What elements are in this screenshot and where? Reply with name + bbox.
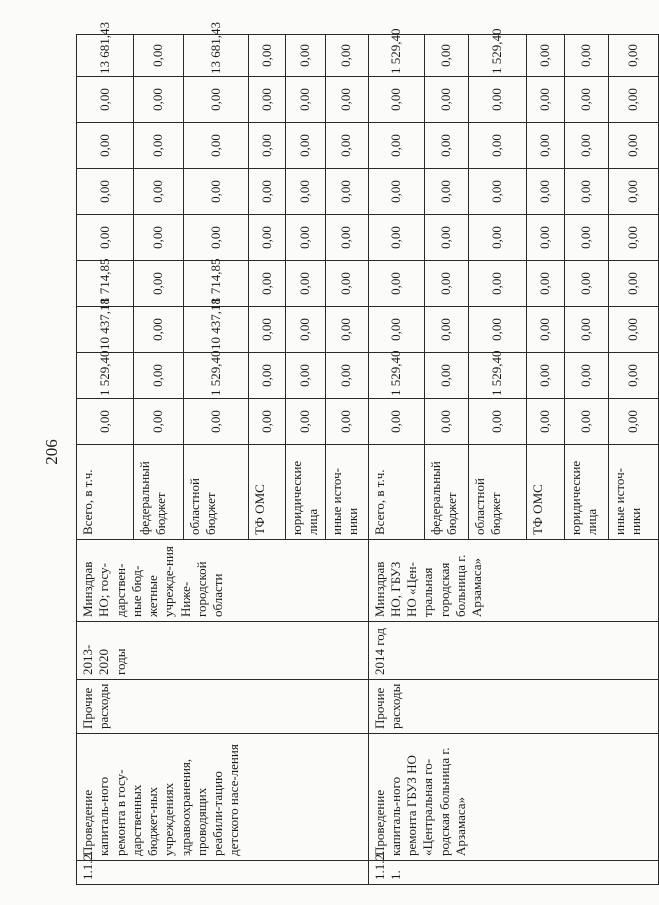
value-cell: 0,00 (424, 399, 468, 445)
value-cell: 0,00 (325, 169, 368, 215)
page-number (40, 428, 64, 476)
value-cell: 0,00 (564, 261, 608, 307)
value-cell: 0,00 (368, 399, 424, 445)
row-name: Проведение капиталь-ного ремонта в госу-дарственных бюджет-ных учреждениях здравоохранения, проводящих реабили-тацию детского насе-ления (77, 734, 369, 861)
source-label: областной бюджет (184, 445, 249, 540)
value-cell: 0,00 (526, 169, 564, 215)
value-cell: 0,00 (184, 169, 249, 215)
value-cell: 0,00 (468, 307, 526, 353)
source-label: ТФ ОМС (526, 445, 564, 540)
value-cell: 0,00 (134, 261, 184, 307)
value-cell: 0,00 (134, 123, 184, 169)
page-number-text: 206 (42, 439, 61, 465)
value-cell: 0,00 (608, 35, 658, 77)
value-cell: 0,00 (325, 307, 368, 353)
rotated-table-sheet (76, 22, 643, 885)
value-cell: 0,00 (77, 399, 134, 445)
value-cell: 0,00 (134, 35, 184, 77)
value-cell: 0,00 (468, 77, 526, 123)
value-cell: 1 529,40 (368, 35, 424, 77)
table-frame (76, 22, 643, 885)
value-cell: 0,00 (608, 261, 658, 307)
row-code: 1.1.2. 1. (368, 861, 658, 885)
value-cell: 0,00 (424, 169, 468, 215)
source-label: ТФ ОМС (249, 445, 286, 540)
table-row (77, 35, 134, 885)
value-cell: 0,00 (608, 123, 658, 169)
value-cell: 13 681,43 (77, 35, 134, 77)
value-cell: 0,00 (526, 77, 564, 123)
value-cell: 0,00 (608, 169, 658, 215)
value-cell: 0,00 (286, 307, 326, 353)
row-name: Проведение капиталь-ного ремонта ГБУЗ НО «Центральная го-родская больница г. Арзамаса» (368, 734, 658, 861)
value-cell: 0,00 (564, 353, 608, 399)
value-cell: 1 714,85 (184, 261, 249, 307)
value-cell: 0,00 (134, 307, 184, 353)
row-expense-type: Прочие расходы (77, 680, 369, 734)
value-cell: 0,00 (368, 77, 424, 123)
value-cell: 0,00 (134, 169, 184, 215)
source-label: областной бюджет (468, 445, 526, 540)
value-cell: 0,00 (368, 261, 424, 307)
value-cell: 0,00 (526, 35, 564, 77)
value-cell: 0,00 (77, 169, 134, 215)
value-cell: 0,00 (468, 169, 526, 215)
source-label: иные источ-ники (325, 445, 368, 540)
value-cell: 1 529,40 (368, 353, 424, 399)
value-cell: 0,00 (368, 307, 424, 353)
source-label: Всего, в т.ч. (77, 445, 134, 540)
value-cell: 0,00 (526, 399, 564, 445)
value-cell: 0,00 (608, 215, 658, 261)
value-cell: 0,00 (325, 353, 368, 399)
value-cell: 1 529,40 (468, 353, 526, 399)
value-cell: 0,00 (286, 215, 326, 261)
value-cell: 0,00 (468, 399, 526, 445)
value-cell: 0,00 (526, 215, 564, 261)
value-cell: 0,00 (184, 215, 249, 261)
value-cell: 0,00 (249, 169, 286, 215)
value-cell: 0,00 (134, 215, 184, 261)
value-cell: 0,00 (249, 35, 286, 77)
value-cell: 13 681,43 (184, 35, 249, 77)
value-cell: 0,00 (424, 35, 468, 77)
value-cell: 0,00 (368, 215, 424, 261)
value-cell: 0,00 (468, 261, 526, 307)
value-cell: 0,00 (526, 261, 564, 307)
source-label: Всего, в т.ч. (368, 445, 424, 540)
value-cell: 0,00 (564, 215, 608, 261)
row-period: 2014 год (368, 622, 658, 680)
value-cell: 0,00 (325, 399, 368, 445)
value-cell: 0,00 (249, 399, 286, 445)
value-cell: 0,00 (184, 123, 249, 169)
row-period: 2013-2020 годы (77, 622, 369, 680)
value-cell: 0,00 (184, 77, 249, 123)
value-cell: 0,00 (526, 123, 564, 169)
value-cell: 0,00 (608, 353, 658, 399)
value-cell: 10 437,18 (77, 307, 134, 353)
value-cell: 0,00 (424, 77, 468, 123)
value-cell: 0,00 (249, 261, 286, 307)
source-label: федеральный бюджет (424, 445, 468, 540)
value-cell: 0,00 (608, 307, 658, 353)
value-cell: 0,00 (325, 77, 368, 123)
value-cell: 0,00 (286, 261, 326, 307)
value-cell: 0,00 (608, 77, 658, 123)
row-code: 1.1.2. (77, 861, 369, 885)
source-label: федеральный бюджет (134, 445, 184, 540)
row-executor: Минздрав НО; госу-дарствен-ные бюд-жетные учрежде-ния Ниже-городской области (77, 540, 369, 622)
value-cell: 0,00 (286, 77, 326, 123)
value-cell: 0,00 (286, 169, 326, 215)
value-cell: 0,00 (368, 123, 424, 169)
row-expense-type: Прочие расходы (368, 680, 658, 734)
row-executor: Минздрав НО, ГБУЗ НО «Цен-тральная городская больница г. Арзамаса» (368, 540, 658, 622)
value-cell: 0,00 (424, 215, 468, 261)
value-cell: 0,00 (325, 261, 368, 307)
table-row (368, 35, 424, 885)
table-body (77, 22, 659, 885)
value-cell: 0,00 (424, 261, 468, 307)
value-cell: 0,00 (325, 215, 368, 261)
value-cell: 0,00 (249, 123, 286, 169)
value-cell: 0,00 (368, 169, 424, 215)
value-cell: 0,00 (77, 77, 134, 123)
value-cell: 0,00 (564, 77, 608, 123)
value-cell: 0,00 (134, 399, 184, 445)
value-cell: 0,00 (564, 123, 608, 169)
value-cell: 0,00 (564, 169, 608, 215)
source-label: иные источ-ники (608, 445, 658, 540)
value-cell: 0,00 (325, 123, 368, 169)
value-cell: 0,00 (77, 215, 134, 261)
value-cell: 0,00 (424, 123, 468, 169)
value-cell: 0,00 (564, 399, 608, 445)
value-cell: 0,00 (424, 353, 468, 399)
value-cell: 0,00 (468, 123, 526, 169)
value-cell: 0,00 (134, 77, 184, 123)
value-cell: 0,00 (249, 353, 286, 399)
value-cell: 0,00 (608, 399, 658, 445)
value-cell: 0,00 (424, 307, 468, 353)
value-cell: 10 437,18 (184, 307, 249, 353)
value-cell: 0,00 (564, 35, 608, 77)
value-cell: 0,00 (77, 123, 134, 169)
value-cell: 0,00 (184, 399, 249, 445)
value-cell: 0,00 (249, 307, 286, 353)
value-cell: 0,00 (526, 307, 564, 353)
value-cell: 0,00 (249, 215, 286, 261)
value-cell: 0,00 (286, 123, 326, 169)
value-cell: 1 529,40 (184, 353, 249, 399)
value-cell: 0,00 (468, 215, 526, 261)
value-cell: 1 529,40 (468, 35, 526, 77)
value-cell: 0,00 (134, 353, 184, 399)
value-cell: 0,00 (325, 35, 368, 77)
value-cell: 1 529,40 (77, 353, 134, 399)
value-cell: 0,00 (286, 353, 326, 399)
value-cell: 1 714,85 (77, 261, 134, 307)
value-cell: 0,00 (526, 353, 564, 399)
value-cell: 0,00 (286, 399, 326, 445)
value-cell: 0,00 (286, 35, 326, 77)
budget-table (76, 22, 659, 885)
value-cell: 0,00 (564, 307, 608, 353)
value-cell: 0,00 (249, 77, 286, 123)
source-label: юридические лица (286, 445, 326, 540)
source-label: юридические лица (564, 445, 608, 540)
